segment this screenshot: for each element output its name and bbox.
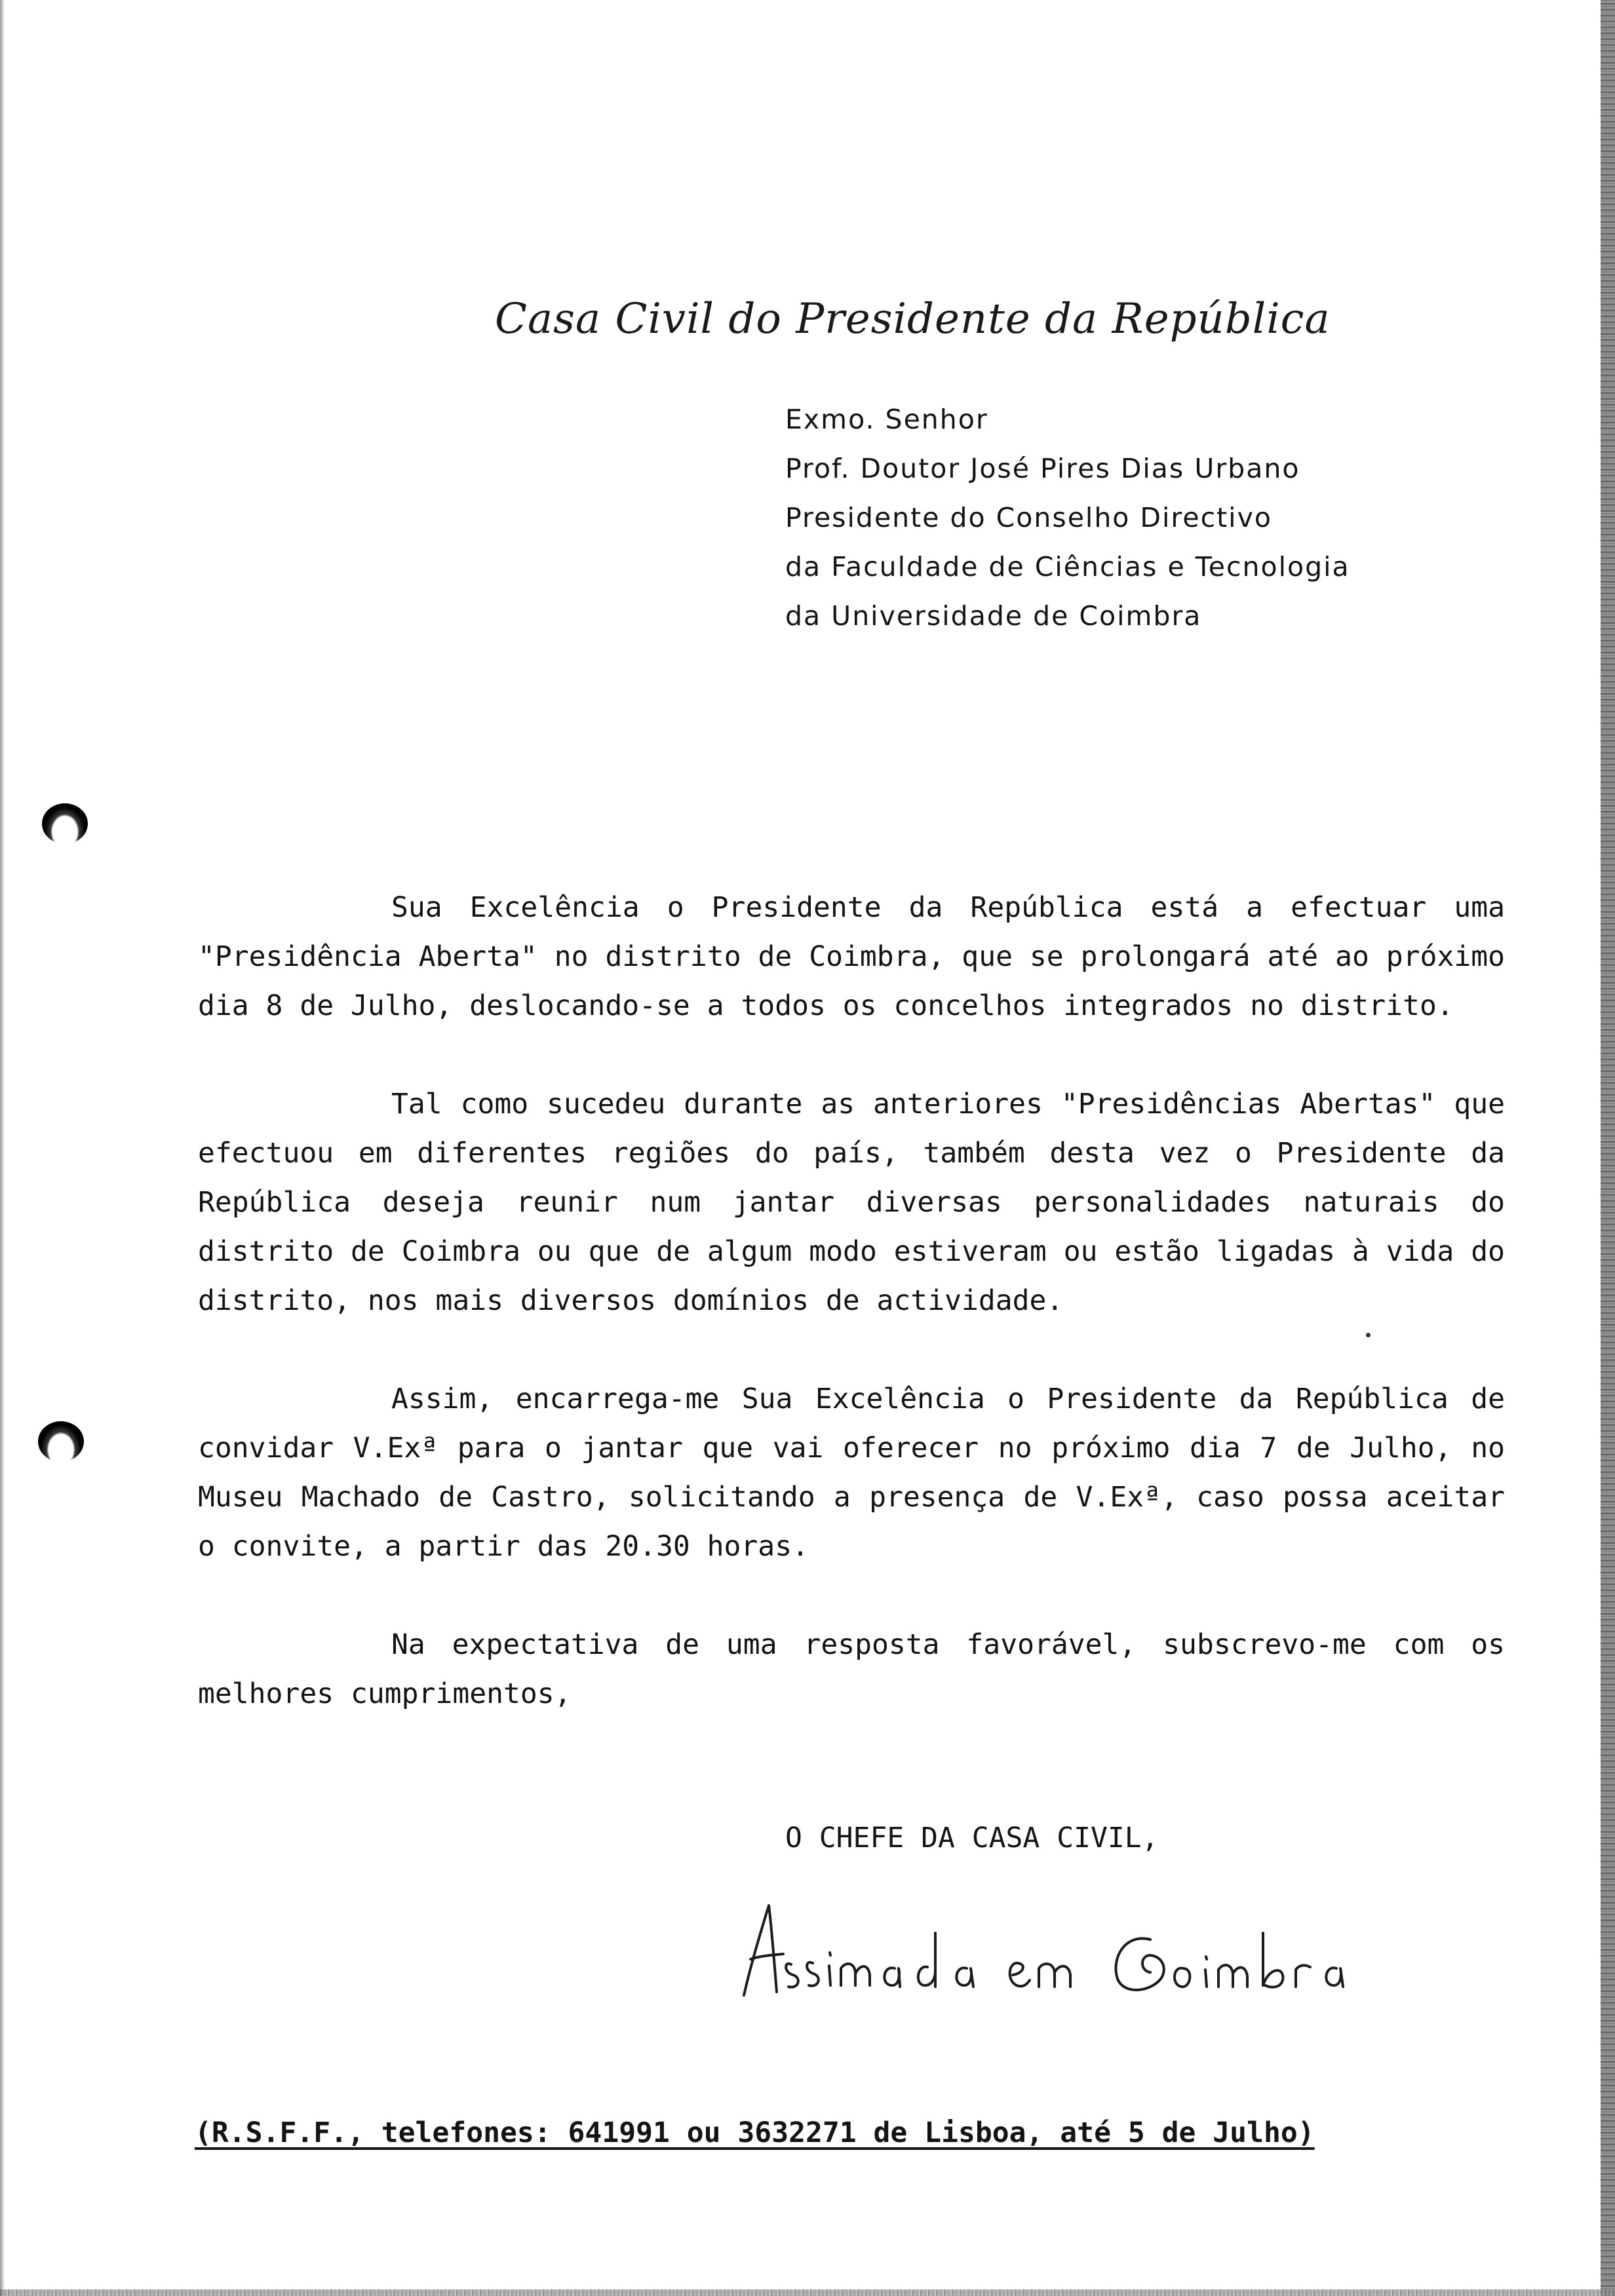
scan-edge-left (0, 0, 4, 2296)
letterhead-title: Casa Civil do Presidente da República (495, 295, 1331, 343)
body-paragraph: Tal como sucedeu durante as anteriores "Presidências Abertas" que efectuou em diferentes regiões do país, também desta vez o Presidente da República deseja reunir num jantar diversas personalidades naturais do distrito de Coimbra ou que de algum modo estiveram ou estão ligadas à vida do distrito, nos mais diversos domínios de actividade. (198, 1088, 1505, 1317)
handwritten-signature (731, 1887, 1426, 2014)
stray-mark (1366, 1333, 1371, 1337)
recipient-line: da Faculdade de Ciências e Tecnologia (785, 551, 1350, 583)
punch-hole-icon (42, 803, 88, 844)
recipient-line: Prof. Doutor José Pires Dias Urbano (785, 453, 1300, 484)
footer-note: (R.S.F.F., telefones: 641991 ou 3632271 de Lisboa, até 5 de Julho) (195, 2116, 1315, 2149)
recipient-address (785, 395, 1350, 641)
scan-edge-right (1601, 0, 1615, 2296)
punch-hole-icon (38, 1421, 84, 1462)
recipient-line: Exmo. Senhor (785, 404, 988, 435)
body-paragraph: Na expectativa de uma resposta favorável, subscrevo-me com os melhores cumprimentos, (198, 1628, 1505, 1710)
signature-title: O CHEFE DA CASA CIVIL, (785, 1822, 1159, 1854)
handwritten-note-drawing (731, 1887, 1426, 2012)
body-paragraph: Sua Excelência o Presidente da República está a efectuar uma "Presidência Aberta" no distrito de Coimbra, que se prolongará até ao próximo dia 8 de Julho, deslocando-se a todos os concelhos integrados no distrito. (198, 891, 1505, 1022)
letter-body (198, 883, 1505, 1768)
recipient-line: Presidente do Conselho Directivo (785, 502, 1272, 533)
body-paragraph: Assim, encarrega-me Sua Excelência o Presidente da República de convidar V.Exª para o jantar que vai oferecer no próximo dia 7 de Julho, no Museu Machado de Castro, solicitando a presença de V.Exª, caso possa aceitar o convite, a partir das 20.30 horas. (198, 1383, 1505, 1563)
scan-edge-bottom (0, 2289, 1615, 2296)
recipient-line: da Universidade de Coimbra (785, 600, 1202, 632)
